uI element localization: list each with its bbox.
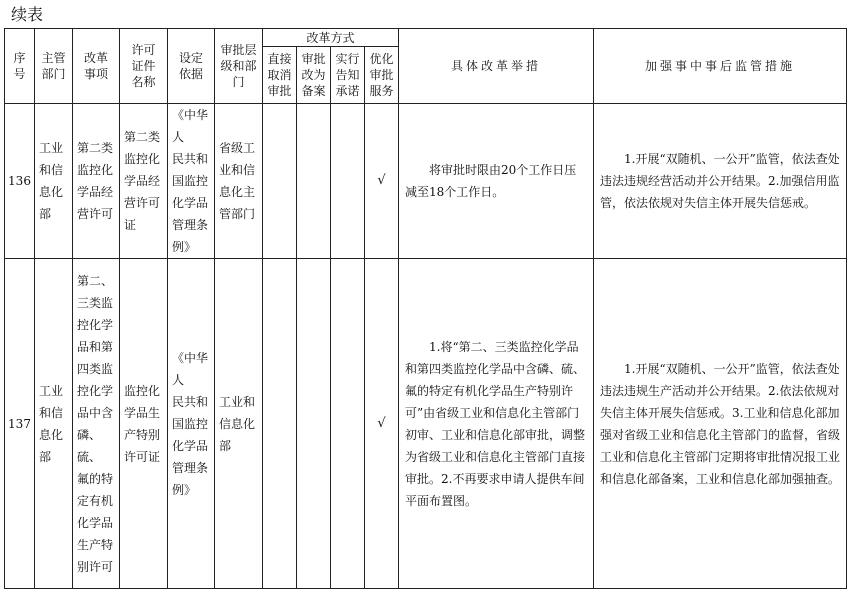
row-item: 第二类 监控化 学品经 营许可 bbox=[73, 104, 120, 259]
table-caption: 续表 bbox=[11, 5, 44, 24]
header-license: 许可 证件 名称 bbox=[120, 29, 168, 104]
header-mode-record: 审批 改为 备案 bbox=[297, 47, 331, 104]
table-row bbox=[5, 259, 847, 589]
row-mode-record bbox=[297, 104, 331, 259]
row-mode-cancel bbox=[263, 104, 297, 259]
table-row bbox=[5, 104, 847, 259]
row-measures: 1.将“第二、三类监控化学品和第四类监控化学品中含磷、硫、氟的特定有机化学品生产特别许可”由省级工业和信息化主管部门初审、工业和信息化部审批，调整为省级工业和信息化主管部门直接审批。2.不再要求申请人提供车间平面布置图。 bbox=[399, 259, 594, 589]
row-no: 137 bbox=[5, 259, 35, 589]
header-item: 改革 事项 bbox=[73, 29, 120, 104]
row-no: 136 bbox=[5, 104, 35, 259]
row-supervision: 1.开展“双随机、一公开”监管，依法查处违法违规生产活动并公开结果。2.依法依规对失信主体开展失信惩戒。3.工业和信息化部加强对省级工业和信息化主管部门的监督，省级工业和信息化主管部门定期将审批情况报工业和信息化部备案，工业和信息化部加强抽查。 bbox=[594, 259, 847, 589]
header-dept: 主管 部门 bbox=[35, 29, 73, 104]
row-license: 监控化 学品生 产特别 许可证 bbox=[120, 259, 168, 589]
header-mode-optimize: 优化 审批 服务 bbox=[365, 47, 399, 104]
header-measures: 具体改革举措 bbox=[399, 29, 594, 104]
header-level: 审批层 级和部 门 bbox=[215, 29, 263, 104]
row-level: 工业和 信息化 部 bbox=[215, 259, 263, 589]
row-measures: 将审批时限由20个工作日压减至18个工作日。 bbox=[399, 104, 594, 259]
row-mode-cancel bbox=[263, 259, 297, 589]
header-supervision: 加强事中事后监管措施 bbox=[594, 29, 847, 104]
header-mode-cancel: 直接 取消 审批 bbox=[263, 47, 297, 104]
row-basis: 《中华人 民共和 国监控 化学品 管理条 例》 bbox=[168, 104, 215, 259]
header-mode: 改革方式 bbox=[263, 29, 399, 47]
header-mode-commit: 实行 告知 承诺 bbox=[331, 47, 365, 104]
row-dept: 工业 和信 息化 部 bbox=[35, 104, 73, 259]
row-mode-commit bbox=[331, 104, 365, 259]
row-item: 第二、 三类监 控化学 品和第 四类监 控化学 品中含 磷、硫、 氟的特 定有机 化学品 生产特 别许可 bbox=[73, 259, 120, 589]
row-mode-optimize-check: √ bbox=[365, 104, 399, 259]
row-mode-optimize-check: √ bbox=[365, 259, 399, 589]
row-supervision: 1.开展“双随机、一公开”监管，依法查处违法违规经营活动并公开结果。2.加强信用监管，依法依规对失信主体开展失信惩戒。 bbox=[594, 104, 847, 259]
row-mode-record bbox=[297, 259, 331, 589]
row-license: 第二类 监控化 学品经 营许可 证 bbox=[120, 104, 168, 259]
header-no: 序号 bbox=[5, 29, 35, 104]
row-mode-commit bbox=[331, 259, 365, 589]
row-basis: 《中华人 民共和 国监控 化学品 管理条 例》 bbox=[168, 259, 215, 589]
row-dept: 工业 和信 息化 部 bbox=[35, 259, 73, 589]
reform-table bbox=[4, 28, 847, 589]
row-level: 省级工 业和信 息化主 管部门 bbox=[215, 104, 263, 259]
header-basis: 设定 依据 bbox=[168, 29, 215, 104]
